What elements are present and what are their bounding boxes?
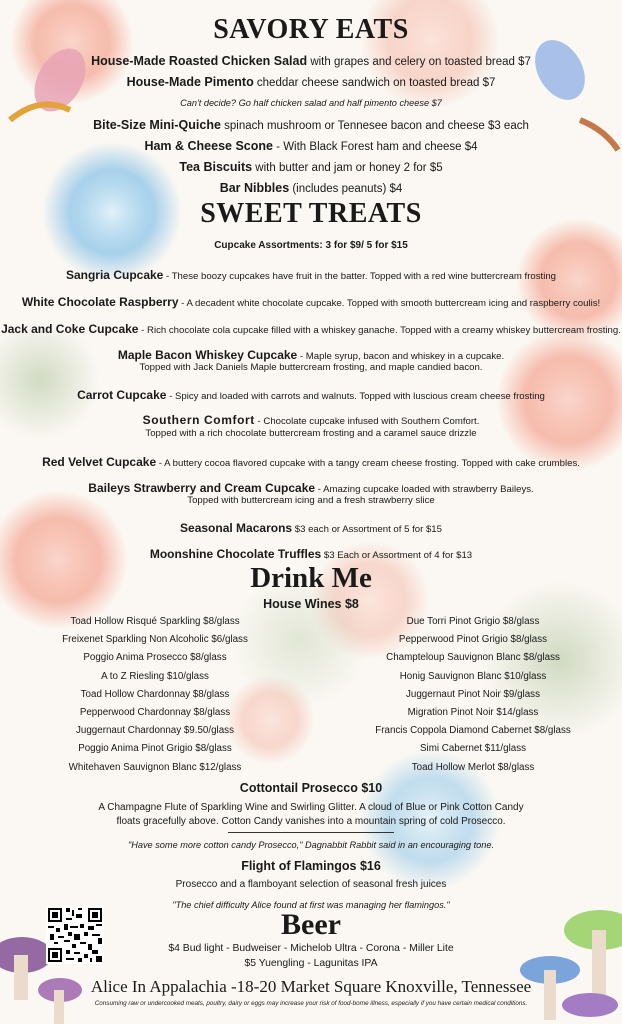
cupcake-item-detail: Topped with Jack Daniels Maple buttercream frosting, and maple candied bacon. [139, 362, 483, 373]
menu-item: Bar Nibbles (includes peanuts) $4 [219, 181, 403, 195]
savory-title: SAVORY EATS [213, 14, 409, 45]
cupcake-item: Red Velvet Cupcake - A buttery cocoa flavored cupcake with a tangy cream cheese frosting. Topped with cake crumbles. [42, 455, 580, 469]
menu-note: Can't decide? Go half chicken salad and half pimento cheese $7 [180, 98, 442, 108]
menu-item: Tea Biscuits with butter and jam or honey 2 for $5 [179, 160, 443, 174]
wine-item: Toad Hollow Merlot $8/glass [411, 761, 535, 773]
wine-item: A to Z Riesling $10/glass [101, 670, 209, 682]
wine-item: Toad Hollow Risqué Sparkling $8/glass [70, 616, 240, 627]
cupcake-assortment-price: Cupcake Assortments: 3 for $9/ 5 for $15 [214, 240, 408, 251]
cupcake-item: Southern Comfort - Chocolate cupcake infused with Southern Comfort. [142, 413, 480, 427]
menu-item: Bite-Size Mini-Quiche spinach mushroom or Tennesee bacon and cheese $3 each [93, 118, 529, 132]
cupcake-item: White Chocolate Raspberry - A decadent white chocolate cupcake. Topped with smooth buttercream icing and raspberry coulis! [21, 295, 601, 309]
wine-item: Champteloup Sauvignon Blanc $8/glass [386, 652, 560, 664]
beer-list: $4 Bud light - Budweiser - Michelob Ultra - Corona - Miller Lite [168, 943, 454, 954]
cupcake-item: Baileys Strawberry and Cream Cupcake - Amazing cupcake loaded with strawberry Baileys. [88, 481, 534, 495]
wine-item: Juggernaut Pinot Noir $9/glass [406, 688, 540, 700]
cupcake-item: Carrot Cupcake - Spicy and loaded with carrots and walnuts. Topped with luscious cream cheese frosting [77, 388, 545, 402]
wine-item: Pepperwood Chardonnay $8/glass [79, 707, 231, 719]
menu-item: Ham & Cheese Scone - With Black Forest ham and cheese $4 [144, 139, 478, 153]
wine-item: Pepperwood Pinot Grigio $8/glass [398, 634, 548, 646]
cupcake-item-detail: Topped with a rich chocolate buttercream frosting and a caramel sauce drizzle [145, 428, 477, 439]
wine-item: Migration Pinot Noir $14/glass [407, 707, 539, 719]
wine-item: Freixenet Sparkling Non Alcoholic $6/glass [62, 634, 248, 646]
sweet-title: SWEET TREATS [200, 198, 422, 229]
flamingos-description: Prosecco and a flamboyant selection of seasonal fresh juices [175, 879, 447, 890]
wine-item: Francis Coppola Diamond Cabernet $8/glass [375, 725, 571, 737]
wine-item: Honig Sauvignon Blanc $10/glass [399, 670, 547, 682]
wine-item: Whitehaven Sauvignon Blanc $12/glass [68, 761, 242, 773]
wine-item: Simi Cabernet $11/glass [419, 743, 526, 755]
wine-list-right [368, 613, 578, 777]
cupcake-item: Sangria Cupcake - These boozy cupcakes have fruit in the batter. Topped with a red wine buttercream frosting [65, 268, 557, 282]
beer-title: Beer [281, 908, 341, 941]
wine-item: Poggio Anima Prosecco $8/glass [83, 652, 227, 664]
cottontail-description: floats gracefully above. Cotton Candy vanishes into a mountain spring of cold Prosecco. [116, 816, 506, 827]
food-safety-disclaimer: Consuming raw or undercooked meats, poultry, dairy or eggs may increase your risk of food-borne illness, especially if you have certain medical conditions. [94, 1000, 528, 1007]
footer-address: Alice In Appalachia -18-20 Market Square Knoxville, Tennessee [90, 977, 532, 996]
qr-code-icon [46, 906, 104, 964]
menu-item: House-Made Roasted Chicken Salad with grapes and celery on toasted bread $7 [91, 54, 531, 68]
cupcake-item-detail: Topped with buttercream icing and a fresh strawberry slice [187, 495, 435, 506]
qr-code[interactable] [46, 906, 104, 964]
wine-list-left [50, 613, 260, 777]
house-wines-title: House Wines $8 [263, 597, 359, 611]
cottontail-description: A Champagne Flute of Sparkling Wine and Swirling Glitter. A cloud of Blue or Pink Cotton Candy [98, 802, 524, 813]
menu-item: Seasonal Macarons $3 each or Assortment of 5 for $15 [180, 521, 442, 535]
beer-list: $5 Yuengling - Lagunitas IPA [244, 958, 378, 969]
wine-item: Poggio Anima Pinot Grigio $8/glass [78, 743, 232, 755]
cottontail-title: Cottontail Prosecco $10 [239, 781, 383, 795]
drink-title: Drink Me [250, 562, 372, 594]
flamingos-title: Flight of Flamingos $16 [241, 859, 381, 873]
menu-item: House-Made Pimento cheddar cheese sandwich on toasted bread $7 [126, 75, 496, 89]
wine-item: Due Torri Pinot Grigio $8/glass [406, 616, 540, 627]
wine-item: Juggernaut Chardonnay $9.50/glass [76, 725, 234, 737]
menu-item: Moonshine Chocolate Truffles $3 Each or Assortment of 4 for $13 [149, 547, 473, 561]
cupcake-item: Jack and Coke Cupcake - Rich chocolate cola cupcake filled with a whiskey ganache. Topped with a creamy whiskey buttercream frosting. [1, 322, 621, 336]
cottontail-quote: "Have some more cotton candy Prosecco," Dagnabbit Rabbit said in an encouraging tone. [127, 840, 495, 850]
cupcake-item: Maple Bacon Whiskey Cupcake - Maple syrup, bacon and whiskey in a cupcake. [117, 348, 505, 362]
wine-item: Toad Hollow Chardonnay $8/glass [80, 688, 230, 700]
flamingos-quote: "The chief difficulty Alice found at first was managing her flamingos." [172, 900, 450, 910]
divider [228, 832, 394, 833]
